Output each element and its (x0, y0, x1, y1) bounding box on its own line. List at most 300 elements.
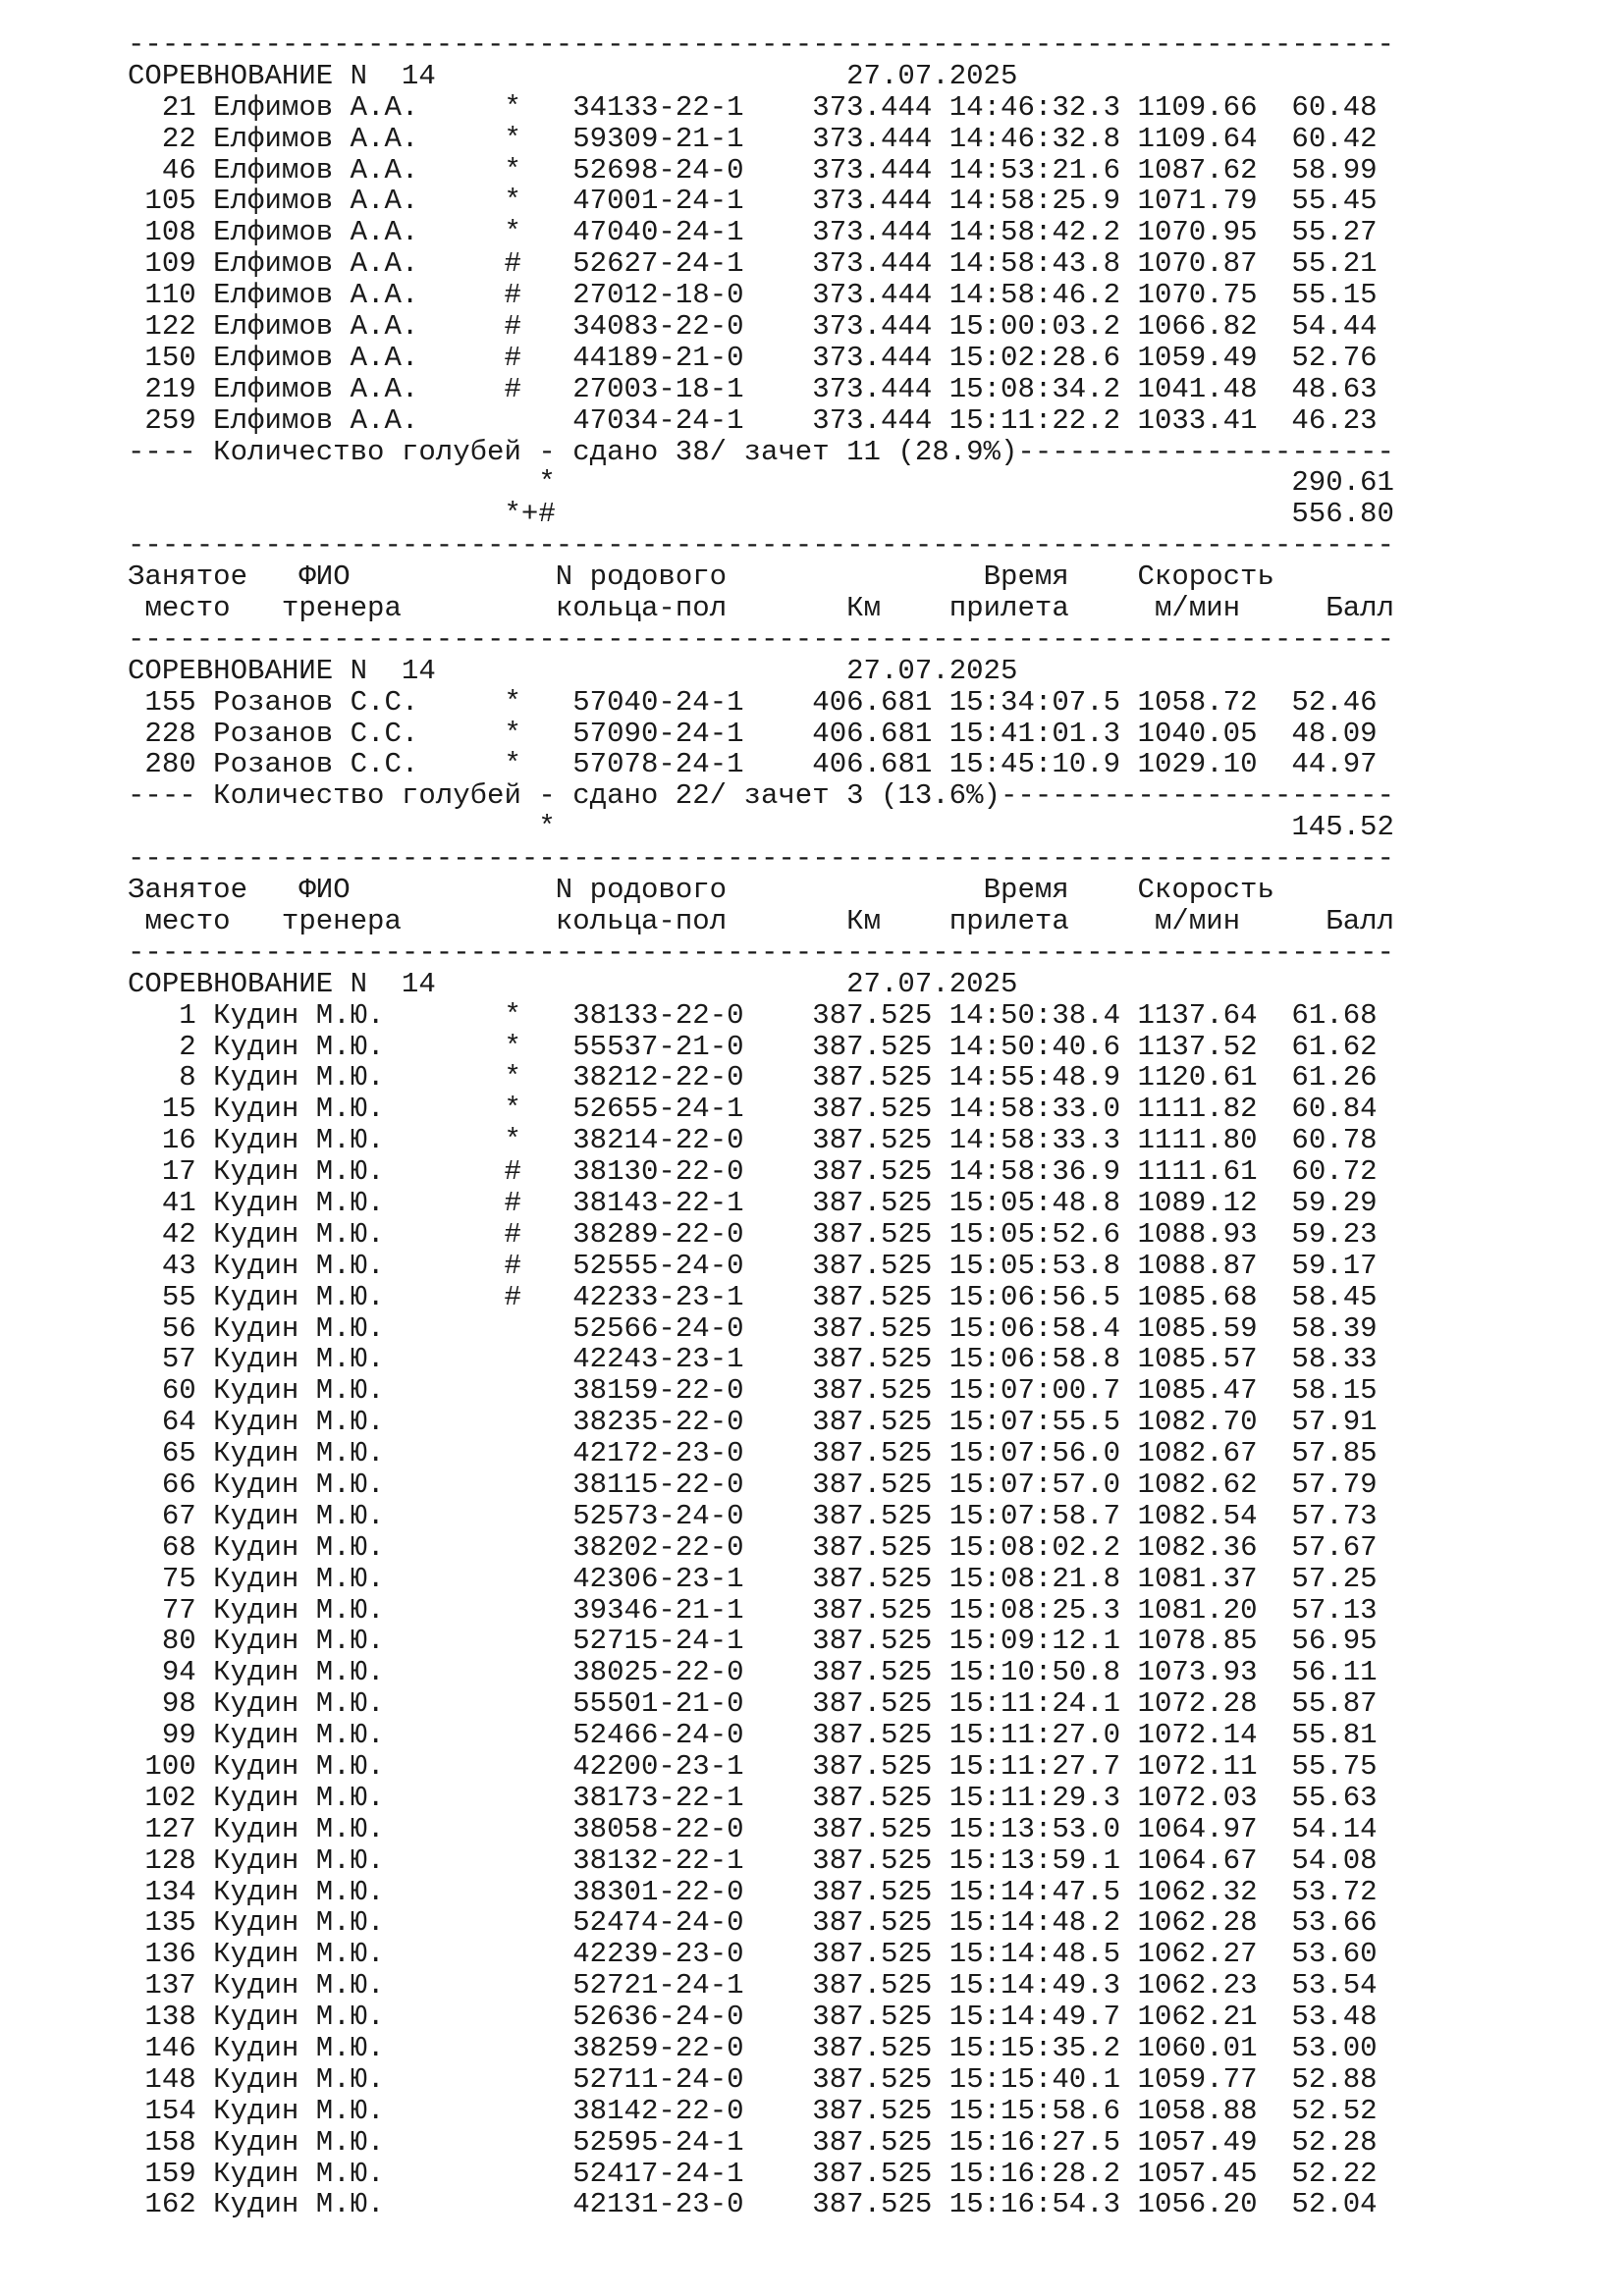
speed: 1062.28 (1137, 1906, 1258, 1940)
points: 48.09 (1257, 717, 1378, 750)
ring-number: 52698-24-0 (572, 153, 744, 187)
arrival-time: 14:58:33.0 (948, 1093, 1121, 1126)
total-row (128, 812, 1542, 843)
separator-line (128, 29, 1542, 61)
distance-km: 387.525 (812, 2001, 933, 2034)
distance-km: 387.525 (812, 2125, 933, 2159)
points: 44.97 (1257, 748, 1378, 781)
distance-km: 387.525 (812, 1186, 933, 1219)
place: 108 (128, 216, 196, 249)
ring-number: 52566-24-0 (572, 1311, 744, 1345)
mark (487, 1437, 521, 1469)
separator: -------------------------------------------------------------------------- (128, 622, 1394, 656)
speed: 1072.11 (1137, 1749, 1258, 1783)
distance-km: 373.444 (812, 153, 933, 187)
distance-km: 387.525 (812, 1155, 933, 1189)
result-row (128, 1501, 1542, 1532)
result-row (128, 2064, 1542, 2096)
ring-number: 38133-22-0 (572, 998, 744, 1032)
arrival-time: 14:58:36.9 (948, 1155, 1121, 1189)
mark (487, 2001, 521, 2033)
arrival-time: 15:13:59.1 (948, 1843, 1121, 1877)
mark: # (487, 1217, 521, 1251)
place: 21 (128, 90, 196, 124)
header-speed: Скорость (1137, 561, 1274, 594)
mark (487, 1312, 521, 1345)
ring-number: 38058-22-0 (572, 1812, 744, 1845)
ring-number: 52595-24-1 (572, 2125, 744, 2159)
place: 43 (128, 1249, 196, 1282)
ring-number: 52417-24-1 (572, 2157, 744, 2190)
points: 60.84 (1257, 1093, 1378, 1126)
arrival-time: 15:07:55.5 (948, 1406, 1121, 1439)
distance-km: 387.525 (812, 2157, 933, 2190)
distance-km: 387.525 (812, 1061, 933, 1095)
result-row (128, 1438, 1542, 1469)
result-row (128, 1720, 1542, 1751)
result-row (128, 1188, 1542, 1219)
speed: 1062.21 (1137, 2001, 1258, 2034)
header-time-2: прилета (948, 592, 1069, 625)
distance-km: 387.525 (812, 1719, 933, 1752)
arrival-time: 15:06:58.8 (948, 1343, 1121, 1376)
result-row (128, 405, 1542, 437)
speed: 1070.95 (1137, 216, 1258, 249)
points: 59.29 (1257, 1186, 1378, 1219)
arrival-time: 14:58:42.2 (948, 216, 1121, 249)
separator-line (128, 843, 1542, 875)
trainer-name: Кудин М.Ю. (213, 1030, 488, 1063)
speed: 1081.20 (1137, 1593, 1258, 1627)
distance-km: 373.444 (812, 310, 933, 344)
header-fio-2: тренера (281, 592, 402, 625)
distance-km: 387.525 (812, 1781, 933, 1814)
mark: # (487, 1186, 521, 1219)
speed: 1111.61 (1137, 1155, 1258, 1189)
trainer-name: Кудин М.Ю. (213, 1061, 488, 1095)
arrival-time: 15:11:27.7 (948, 1749, 1121, 1783)
ring-number: 38202-22-0 (572, 1530, 744, 1564)
arrival-time: 14:58:46.2 (948, 279, 1121, 312)
result-row (128, 1094, 1542, 1125)
trainer-name: Кудин М.Ю. (213, 1906, 488, 1940)
mark: # (487, 1249, 521, 1282)
trainer-name: Кудин М.Ю. (213, 1843, 488, 1877)
points: 58.39 (1257, 1311, 1378, 1345)
mark (487, 1750, 521, 1783)
distance-km: 387.525 (812, 1343, 933, 1376)
ring-number: 38173-22-1 (572, 1781, 744, 1814)
arrival-time: 15:06:56.5 (948, 1280, 1121, 1313)
competition-title-row (128, 656, 1542, 687)
ring-number: 42306-23-1 (572, 1562, 744, 1595)
distance-km: 387.525 (812, 1906, 933, 1940)
column-header-row-2 (128, 593, 1542, 624)
speed: 1072.28 (1137, 1687, 1258, 1721)
arrival-time: 14:55:48.9 (948, 1061, 1121, 1095)
trainer-name: Кудин М.Ю. (213, 1468, 488, 1501)
mark (487, 1594, 521, 1627)
separator: -------------------------------------------------------------------------- (128, 842, 1394, 876)
result-row (128, 217, 1542, 248)
trainer-name: Кудин М.Ю. (213, 1687, 488, 1721)
place: 150 (128, 341, 196, 374)
place: 68 (128, 1530, 196, 1564)
place: 41 (128, 1186, 196, 1219)
arrival-time: 15:08:34.2 (948, 372, 1121, 405)
place: 162 (128, 2188, 196, 2221)
ring-number: 47034-24-1 (572, 403, 744, 437)
points: 52.46 (1257, 685, 1378, 719)
result-row (128, 2127, 1542, 2159)
separator: -------------------------------------------------------------------------- (128, 529, 1394, 562)
trainer-name: Кудин М.Ю. (213, 2001, 488, 2034)
competition-title: СОРЕВНОВАНИЕ N 14 (128, 967, 436, 1000)
ring-number: 47001-24-1 (572, 185, 744, 218)
mark: # (487, 1155, 521, 1189)
ring-number: 34133-22-1 (572, 90, 744, 124)
distance-km: 373.444 (812, 372, 933, 405)
points: 57.91 (1257, 1406, 1378, 1439)
place: 64 (128, 1406, 196, 1439)
arrival-time: 15:16:28.2 (948, 2157, 1121, 2190)
arrival-time: 15:45:10.9 (948, 748, 1121, 781)
place: 127 (128, 1812, 196, 1845)
distance-km: 387.525 (812, 1437, 933, 1470)
arrival-time: 15:14:49.7 (948, 2001, 1121, 2034)
speed: 1041.48 (1137, 372, 1258, 405)
arrival-time: 15:07:56.0 (948, 1437, 1121, 1470)
place: 154 (128, 2094, 196, 2127)
speed: 1033.41 (1137, 403, 1258, 437)
place: 134 (128, 1875, 196, 1908)
trainer-name: Кудин М.Ю. (213, 1249, 488, 1282)
trainer-name: Елфимов А.А. (213, 153, 488, 187)
result-row (128, 719, 1542, 750)
speed: 1109.64 (1137, 122, 1258, 155)
points: 60.72 (1257, 1155, 1378, 1189)
speed: 1087.62 (1137, 153, 1258, 187)
speed: 1111.80 (1137, 1124, 1258, 1157)
points: 52.22 (1257, 2157, 1378, 2190)
place: 2 (128, 1030, 196, 1063)
place: 100 (128, 1749, 196, 1783)
points: 55.15 (1257, 279, 1378, 312)
mark: # (487, 310, 521, 344)
mark: # (487, 341, 521, 374)
summary-text: ---- Количество голубей - сдано 22/ зачет 3 (13.6%) (128, 779, 1001, 813)
trainer-name: Кудин М.Ю. (213, 1093, 488, 1126)
place: 148 (128, 2062, 196, 2096)
header-ring: N родового (555, 561, 728, 594)
mark (487, 404, 521, 437)
ring-number: 52466-24-0 (572, 1719, 744, 1752)
arrival-time: 15:13:53.0 (948, 1812, 1121, 1845)
arrival-time: 15:11:29.3 (948, 1781, 1121, 1814)
points: 61.62 (1257, 1030, 1378, 1063)
arrival-time: 15:34:07.5 (948, 685, 1121, 719)
ring-number: 55501-21-0 (572, 1687, 744, 1721)
ring-number: 42243-23-1 (572, 1343, 744, 1376)
speed: 1060.01 (1137, 2032, 1258, 2064)
speed: 1062.32 (1137, 1875, 1258, 1908)
ring-number: 59309-21-1 (572, 122, 744, 155)
points: 60.78 (1257, 1124, 1378, 1157)
points: 57.85 (1257, 1437, 1378, 1470)
result-row (128, 1469, 1542, 1501)
trainer-name: Елфимов А.А. (213, 403, 488, 437)
ring-number: 57078-24-1 (572, 748, 744, 781)
mark: * (487, 122, 521, 155)
points: 53.48 (1257, 2001, 1378, 2034)
ring-number: 57040-24-1 (572, 685, 744, 719)
speed: 1082.36 (1137, 1530, 1258, 1564)
speed: 1078.85 (1137, 1625, 1258, 1658)
arrival-time: 15:10:50.8 (948, 1656, 1121, 1689)
competition-date: 27.07.2025 (846, 654, 1018, 687)
speed: 1082.54 (1137, 1499, 1258, 1532)
result-row (128, 374, 1542, 405)
place: 80 (128, 1625, 196, 1658)
points: 57.79 (1257, 1468, 1378, 1501)
total-value: 145.52 (1291, 811, 1394, 844)
place: 158 (128, 2125, 196, 2159)
header-fio-2: тренера (281, 904, 402, 937)
distance-km: 387.525 (812, 1843, 933, 1877)
points: 60.42 (1257, 122, 1378, 155)
distance-km: 373.444 (812, 279, 933, 312)
trainer-name: Елфимов А.А. (213, 310, 488, 344)
place: 65 (128, 1437, 196, 1470)
points: 52.88 (1257, 2062, 1378, 2096)
distance-km: 387.525 (812, 1374, 933, 1408)
result-row (128, 1783, 1542, 1814)
place: 66 (128, 1468, 196, 1501)
mark: * (487, 216, 521, 249)
column-header-row-1 (128, 875, 1542, 906)
trainer-name: Елфимов А.А. (213, 216, 488, 249)
speed: 1059.49 (1137, 341, 1258, 374)
arrival-time: 14:58:25.9 (948, 185, 1121, 218)
total-value: 556.80 (1291, 498, 1394, 531)
distance-km: 387.525 (812, 1499, 933, 1532)
arrival-time: 15:07:00.7 (948, 1374, 1121, 1408)
mark: * (487, 998, 521, 1032)
header-time-2: прилета (948, 904, 1069, 937)
speed: 1089.12 (1137, 1186, 1258, 1219)
trainer-name: Елфимов А.А. (213, 372, 488, 405)
distance-km: 373.444 (812, 185, 933, 218)
ring-number: 38132-22-1 (572, 1843, 744, 1877)
points: 58.45 (1257, 1280, 1378, 1313)
arrival-time: 14:53:21.6 (948, 153, 1121, 187)
ring-number: 42172-23-0 (572, 1437, 744, 1470)
distance-km: 387.525 (812, 1530, 933, 1564)
trainer-name: Кудин М.Ю. (213, 1938, 488, 1971)
trainer-name: Кудин М.Ю. (213, 1374, 488, 1408)
ring-number: 47040-24-1 (572, 216, 744, 249)
result-row (128, 1032, 1542, 1063)
points: 57.73 (1257, 1499, 1378, 1532)
distance-km: 373.444 (812, 90, 933, 124)
result-row (128, 1970, 1542, 2002)
speed: 1071.79 (1137, 185, 1258, 218)
mark: # (487, 372, 521, 405)
arrival-time: 15:09:12.1 (948, 1625, 1121, 1658)
trainer-name: Розанов С.С. (213, 717, 488, 750)
header-place-2: место (144, 904, 231, 937)
distance-km: 387.525 (812, 1124, 933, 1157)
separator-line (128, 624, 1542, 656)
result-row (128, 2159, 1542, 2190)
trainer-name: Елфимов А.А. (213, 247, 488, 281)
trainer-name: Кудин М.Ю. (213, 1781, 488, 1814)
speed: 1111.82 (1137, 1093, 1258, 1126)
distance-km: 373.444 (812, 403, 933, 437)
place: 159 (128, 2157, 196, 2190)
points: 58.33 (1257, 1343, 1378, 1376)
trainer-name: Кудин М.Ю. (213, 2094, 488, 2127)
result-row (128, 2189, 1542, 2220)
trainer-name: Елфимов А.А. (213, 279, 488, 312)
mark (487, 2032, 521, 2064)
distance-km: 387.525 (812, 1938, 933, 1971)
mark: * (487, 748, 521, 781)
total-label: *+# (504, 498, 556, 531)
summary-text: ---- Количество голубей - сдано 38/ зачет 11 (28.9%) (128, 435, 1018, 468)
distance-km: 387.525 (812, 1875, 933, 1908)
distance-km: 387.525 (812, 1311, 933, 1345)
speed: 1137.64 (1137, 998, 1258, 1032)
distance-km: 387.525 (812, 1562, 933, 1595)
mark (487, 1938, 521, 1970)
place: 55 (128, 1280, 196, 1313)
speed: 1064.67 (1137, 1843, 1258, 1877)
result-row (128, 1877, 1542, 1908)
place: 16 (128, 1124, 196, 1157)
distance-km: 387.525 (812, 1249, 933, 1282)
total-row (128, 467, 1542, 499)
place: 138 (128, 2001, 196, 2034)
ring-number: 34083-22-0 (572, 310, 744, 344)
place: 77 (128, 1593, 196, 1627)
trainer-name: Кудин М.Ю. (213, 998, 488, 1032)
ring-number: 52636-24-0 (572, 2001, 744, 2034)
ring-number: 52711-24-0 (572, 2062, 744, 2096)
competition-title: СОРЕВНОВАНИЕ N 14 (128, 654, 436, 687)
trainer-name: Кудин М.Ю. (213, 1719, 488, 1752)
ring-number: 55537-21-0 (572, 1030, 744, 1063)
speed: 1058.72 (1137, 685, 1258, 719)
ring-number: 38301-22-0 (572, 1875, 744, 1908)
result-row (128, 311, 1542, 343)
place: 15 (128, 1093, 196, 1126)
points: 55.81 (1257, 1719, 1378, 1752)
trainer-name: Кудин М.Ю. (213, 1875, 488, 1908)
speed: 1059.77 (1137, 2062, 1258, 2096)
place: 60 (128, 1374, 196, 1408)
arrival-time: 14:58:33.3 (948, 1124, 1121, 1157)
mark: # (487, 279, 521, 312)
ring-number: 38259-22-0 (572, 2032, 744, 2064)
result-row (128, 1845, 1542, 1877)
trainer-name: Кудин М.Ю. (213, 1437, 488, 1470)
total-label: * (538, 811, 556, 844)
result-row (128, 1219, 1542, 1251)
place: 146 (128, 2032, 196, 2064)
mark (487, 1844, 521, 1877)
result-row (128, 1814, 1542, 1845)
result-row (128, 1688, 1542, 1720)
arrival-time: 15:05:48.8 (948, 1186, 1121, 1219)
points: 53.66 (1257, 1906, 1378, 1940)
speed: 1088.93 (1137, 1217, 1258, 1251)
speed: 1072.14 (1137, 1719, 1258, 1752)
result-row (128, 1344, 1542, 1375)
result-row (128, 749, 1542, 780)
trainer-name: Кудин М.Ю. (213, 1593, 488, 1627)
mark: * (487, 185, 521, 218)
mark (487, 2158, 521, 2190)
ring-number: 57090-24-1 (572, 717, 744, 750)
separator: -------------------------------------------------------------------------- (128, 28, 1394, 61)
separator: -------------------------------------------------------------------------- (128, 935, 1394, 969)
arrival-time: 14:46:32.8 (948, 122, 1121, 155)
arrival-time: 15:14:49.3 (948, 1969, 1121, 2002)
speed: 1082.62 (1137, 1468, 1258, 1501)
summary-row (128, 780, 1542, 812)
distance-km: 387.525 (812, 1812, 933, 1845)
speed: 1085.59 (1137, 1311, 1258, 1345)
points: 54.44 (1257, 310, 1378, 344)
competition-title-row (128, 969, 1542, 1000)
arrival-time: 15:16:54.3 (948, 2188, 1121, 2221)
points: 55.27 (1257, 216, 1378, 249)
header-ring-2: кольца-пол (555, 904, 728, 937)
mark (487, 1374, 521, 1407)
mark: * (487, 1093, 521, 1126)
trainer-name: Кудин М.Ю. (213, 1217, 488, 1251)
trainer-name: Кудин М.Ю. (213, 1625, 488, 1658)
place: 259 (128, 403, 196, 437)
ring-number: 38025-22-0 (572, 1656, 744, 1689)
place: 109 (128, 247, 196, 281)
arrival-time: 14:50:40.6 (948, 1030, 1121, 1063)
mark: * (487, 90, 521, 124)
points: 59.23 (1257, 1217, 1378, 1251)
mark (487, 1876, 521, 1908)
result-row (128, 1156, 1542, 1188)
arrival-time: 15:15:35.2 (948, 2032, 1121, 2064)
trainer-name: Кудин М.Ю. (213, 1812, 488, 1845)
mark (487, 2188, 521, 2220)
result-row (128, 1751, 1542, 1783)
mark: * (487, 1124, 521, 1157)
points: 55.75 (1257, 1749, 1378, 1783)
result-row (128, 1000, 1542, 1032)
ring-number: 52573-24-0 (572, 1499, 744, 1532)
points: 57.25 (1257, 1562, 1378, 1595)
mark (487, 1406, 521, 1438)
speed: 1072.03 (1137, 1781, 1258, 1814)
speed: 1085.57 (1137, 1343, 1258, 1376)
points: 58.99 (1257, 153, 1378, 187)
distance-km: 406.681 (812, 748, 933, 781)
trainer-name: Елфимов А.А. (213, 90, 488, 124)
place: 67 (128, 1499, 196, 1532)
ring-number: 38130-22-0 (572, 1155, 744, 1189)
result-row (128, 1907, 1542, 1939)
